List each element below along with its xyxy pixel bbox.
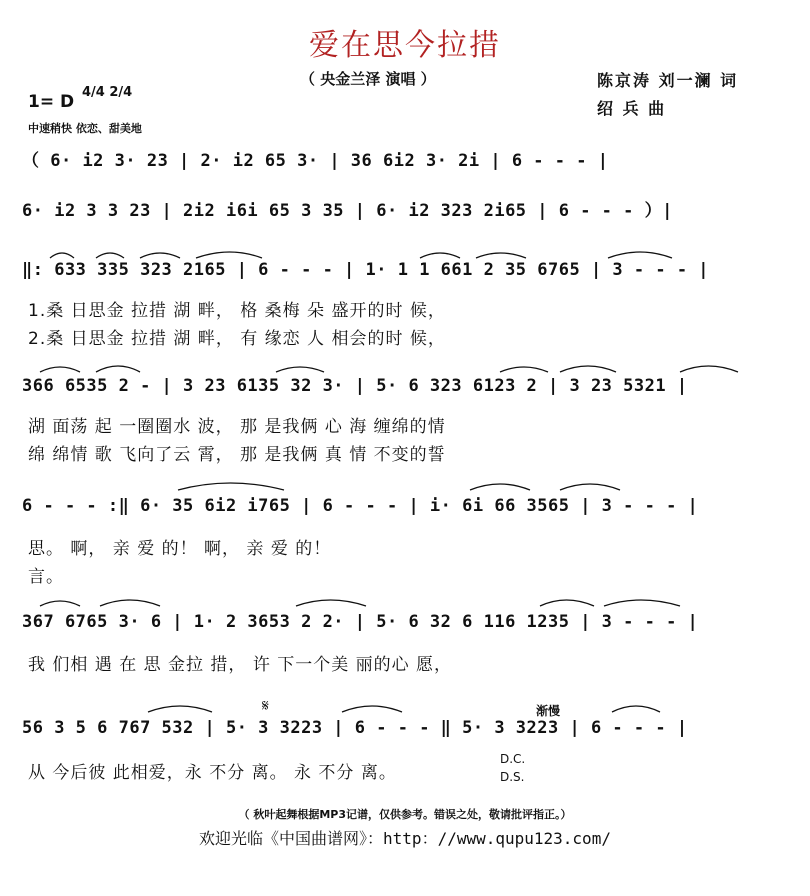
key-signature: 1= D (28, 92, 75, 112)
notation-line-1: （ 6· i2 3· 23 | 2· i2 65 3· | 36 6i2 3· 2i | 6 - - - | (22, 151, 609, 171)
lyrics-line-6: 我 们相 遇 在 思 金拉 措， 许 下一个美 丽的心 愿， (28, 655, 453, 675)
lyrics-line-3-verse-2: 2.桑 日思金 拉措 湖 畔， 有 缘恋 人 相会的时 候， (28, 329, 446, 349)
notation-line-5: 6 - - - :‖ 6· 35 6i2 i765 | 6 - - - | i· 6i 66 3565 | 3 - - - | (22, 496, 699, 516)
notation-line-3: ‖: 633 335 323 2165 | 6 - - - | 1· 1 1 661 2 35 6765 | 3 - - - | (22, 260, 710, 280)
footer-site-link[interactable]: 欢迎光临《中国曲谱网》：http：//www.qupu123.com/ (199, 829, 611, 848)
notation-line-7: 56 3 5 6 767 532 | 5· 3 3223 | 6 - - - ‖ 5· 3 3223 | 6 - - - | (22, 718, 688, 738)
lyrics-line-4-verse-2: 绵 绵情 歌 飞向了云 霄， 那 是我俩 真 情 不变的誓 (28, 445, 446, 465)
dc-mark: D.C. (500, 752, 526, 766)
tempo-marking: 中速稍快 依恋、甜美地 (28, 122, 142, 135)
lyrics-line-4-verse-1: 湖 面荡 起 一圈圈水 波， 那 是我俩 心 海 缠绵的情 (28, 417, 446, 437)
tempo-change-mark: 渐慢 (536, 704, 561, 718)
time-signature: 4/4 2/4 (82, 85, 133, 100)
lyrics-line-3-verse-1: 1.桑 日思金 拉措 湖 畔， 格 桑梅 朵 盛开的时 候， (28, 301, 446, 321)
composer-credit: 绍 兵 曲 (597, 99, 667, 118)
lyrics-line-5-verse-1: 思。 啊， 亲 爱 的！ 啊， 亲 爱 的！ (28, 539, 332, 559)
lyrics-line-7: 从 今后彼 此相爱，永 不分 离。 永 不分 离。 (28, 763, 397, 783)
lyrics-line-5-verse-2: 言。 (28, 567, 64, 587)
notation-line-2: 6· i2 3 3 23 | 2i2 i6i 65 3 35 | 6· i2 323 2i65 | 6 - - - ）| (22, 201, 673, 221)
lyricist-credit: 陈京涛 刘一澜 词 (597, 71, 739, 90)
footer-note: （ 秋叶起舞根据MP3记谱，仅供参考。错误之处，敬请批评指正。） (238, 808, 572, 821)
song-title: 爱在思今拉措 (309, 28, 501, 63)
notation-line-4: 366 6535 2 - | 3 23 6135 32 3· | 5· 6 323 6123 2 | 3 23 5321 | (22, 376, 688, 396)
segno-icon: 𝄋 (262, 696, 269, 715)
notation-line-6: 367 6765 3· 6 | 1· 2 3653 2 2· | 5· 6 32 6 116 1235 | 3 - - - | (22, 612, 699, 632)
ds-mark: D.S. (500, 770, 525, 784)
singer: （ 央金兰泽 演唱 ） (300, 70, 436, 88)
